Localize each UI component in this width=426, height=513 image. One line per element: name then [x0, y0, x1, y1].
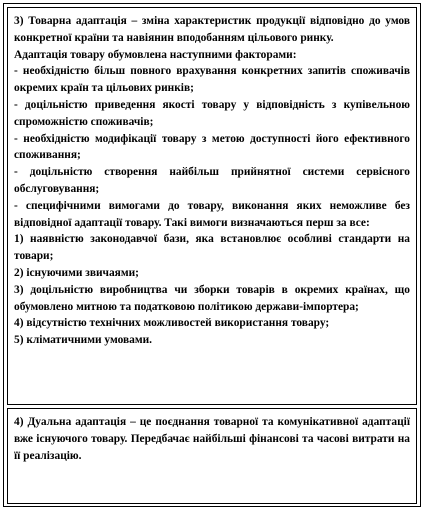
- requirement-item: 5) кліматичними умовами.: [14, 334, 152, 347]
- product-adaptation-heading: 3) Товарна адаптація – зміна характеристик продукції відповідно до умов конкретної країни та навіянин вподобанням цільового ринку.: [14, 15, 410, 44]
- product-adaptation-cell: [7, 7, 417, 405]
- table-frame: [3, 3, 421, 507]
- factors-subheading: Адаптація товару обумовлена наступними факторами:: [14, 48, 297, 61]
- factor-item: - доцільністю створення найбільш прийнятної системи сервісного обслуговування;: [14, 166, 410, 195]
- dual-adaptation-cell: [7, 408, 417, 504]
- requirement-item: 4) відсутністю технічних можливостей використання товару;: [14, 317, 330, 330]
- factor-item: - специфічними вимогами до товару, виконання яких неможливе без відповідної адаптації товару. Такі вимоги визначаються перш за все:: [14, 199, 410, 229]
- dual-adaptation-text: 4) Дуальна адаптація – це поєднання товарної та комунікативної адаптації вже існуючого товару. Передбачає найбільші фінансові та часові витрати на її реалізацію.: [14, 416, 410, 462]
- factor-item: - доцільністю приведення якості товару у відповідність з купівельною спроможністю споживачів;: [14, 98, 410, 128]
- requirement-item: 1) наявністю законодавчої бази, яка встановлює особливі стандарти на товари;: [14, 233, 410, 263]
- factor-item: - необхідністю більш повного врахування конкретних запитів споживачів окремих країн та цільових ринків;: [14, 65, 410, 95]
- requirement-item: 3) доцільністю виробництва чи зборки товарів в окремих країнах, що обумовлено митною та податковою політикою держави-імпортера;: [14, 283, 410, 313]
- requirement-item: 2) існуючими звичаями;: [14, 266, 139, 279]
- factor-item: - необхідністю модифікації товару з метою доступності його ефективного споживання;: [14, 132, 410, 162]
